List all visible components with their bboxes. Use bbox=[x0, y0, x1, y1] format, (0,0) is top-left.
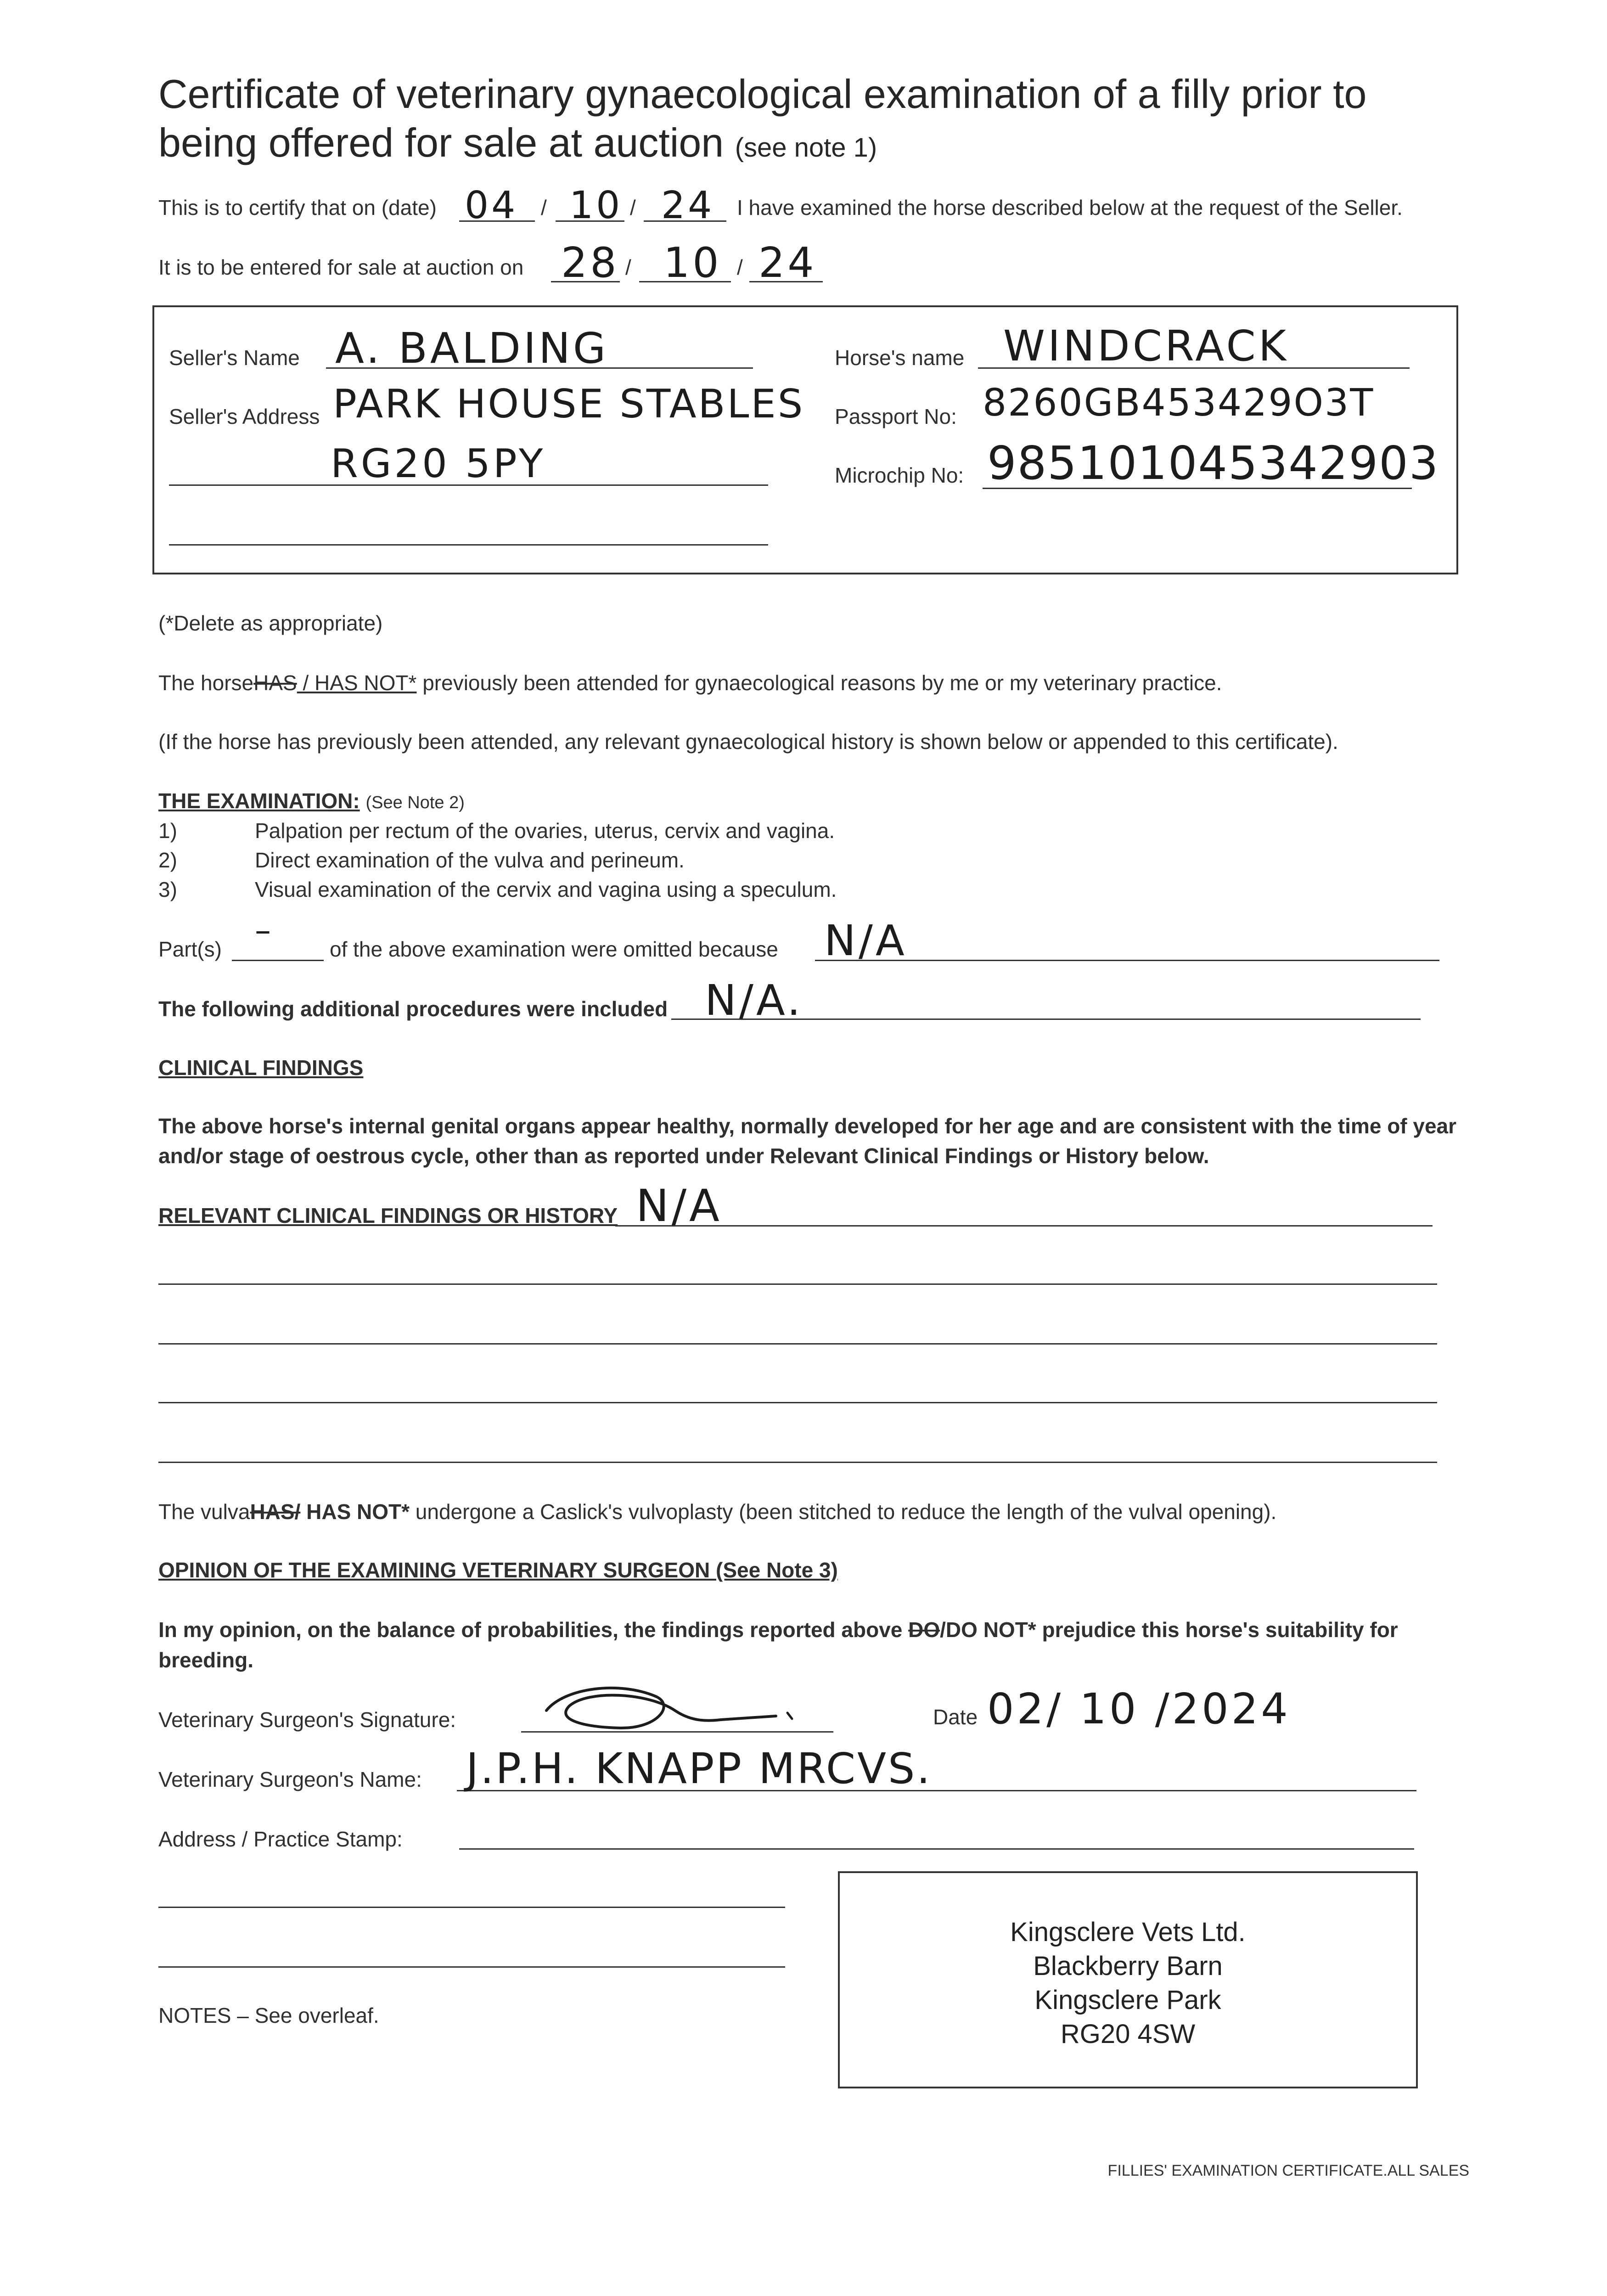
signature-label: Veterinary Surgeon's Signature: bbox=[158, 1708, 456, 1732]
stamp-line: Kingsclere Vets Ltd. bbox=[1010, 1917, 1246, 1947]
practice-stamp-text bbox=[840, 1915, 1416, 2051]
relevant-line bbox=[615, 1225, 1433, 1227]
attended-kept: / HAS NOT* bbox=[297, 671, 417, 695]
address-line bbox=[158, 1966, 785, 1968]
signature-mark bbox=[537, 1678, 822, 1743]
certify-suffix: I have examined the horse described below at the request of the Seller. bbox=[737, 196, 1403, 219]
seller-address-line3-rule bbox=[169, 544, 768, 546]
parts-reason-line bbox=[815, 960, 1439, 961]
parts-reason: N/A bbox=[824, 916, 907, 965]
relevant-extra-line bbox=[158, 1462, 1437, 1463]
clinical-heading: CLINICAL FINDINGS bbox=[158, 1056, 364, 1080]
certify-day: 04 bbox=[465, 184, 518, 227]
address-line bbox=[158, 1907, 785, 1908]
opinion-statement-2: breeding. bbox=[158, 1648, 254, 1672]
seller-name-value: A. BALDING bbox=[335, 324, 609, 373]
date-slash: / bbox=[541, 196, 547, 219]
exam-item-num: 3) bbox=[158, 878, 177, 901]
opinion-statement-1: In my opinion, on the balance of probabilities, the findings reported above DO/DO NOT* prejudice this horse's suitability for bbox=[158, 1618, 1398, 1642]
exam-item-num: 1) bbox=[158, 819, 177, 843]
horse-name-value: WINDCRACK bbox=[1003, 321, 1289, 371]
date-slash: / bbox=[625, 255, 631, 279]
additional-value: N/A. bbox=[705, 976, 804, 1025]
opinion-heading: OPINION OF THE EXAMINING VETERINARY SURGEON (See Note 3) bbox=[158, 1558, 838, 1582]
relevant-extra-line bbox=[158, 1343, 1437, 1345]
title-note: (see note 1) bbox=[735, 133, 877, 163]
parts-prefix: Part(s) bbox=[158, 937, 222, 961]
title-line-1: Certificate of veterinary gynaecological examination of a filly prior to bbox=[158, 71, 1367, 117]
seller-address-line1: PARK HOUSE STABLES bbox=[333, 381, 805, 427]
certificate-title bbox=[158, 70, 1367, 172]
exam-item-text: Direct examination of the vulva and perineum. bbox=[255, 848, 685, 872]
notes-overleaf: NOTES – See overleaf. bbox=[158, 2003, 379, 2027]
examination-heading-note: (See Note 2) bbox=[365, 793, 465, 812]
auction-year: 24 bbox=[759, 239, 817, 287]
seller-address-label: Seller's Address bbox=[169, 405, 320, 428]
auction-day: 28 bbox=[561, 239, 619, 287]
relevant-label: RELEVANT CLINICAL FINDINGS OR HISTORY bbox=[158, 1204, 618, 1227]
history-note: (If the horse has previously been attended, any relevant gynaecological history is shown below or appended to this certificate). bbox=[158, 730, 1338, 754]
microchip-label: Microchip No: bbox=[835, 463, 964, 487]
parts-suffix: of the above examination were omitted because bbox=[330, 937, 778, 961]
exam-item-text: Palpation per rectum of the ovaries, uterus, cervix and vagina. bbox=[255, 819, 835, 843]
footer-label: FILLIES' EXAMINATION CERTIFICATE.ALL SALES bbox=[1107, 2162, 1469, 2179]
stamp-line: Blackberry Barn bbox=[1033, 1951, 1223, 1981]
vulva-struck: HAS/ bbox=[250, 1500, 301, 1524]
clinical-statement-2: and/or stage of oestrous cycle, other than as reported under Relevant Clinical Findings or History below. bbox=[158, 1144, 1209, 1168]
date-slash: / bbox=[737, 255, 743, 279]
title-line-2: being offered for sale at auction (see note 1) bbox=[158, 120, 877, 165]
stamp-line: Kingsclere Park bbox=[1034, 1985, 1221, 2015]
passport-value: 8260GB453429O3T bbox=[983, 381, 1375, 425]
surgeon-name-value: J.P.H. KNAPP MRCVS. bbox=[466, 1744, 932, 1793]
certify-year: 24 bbox=[661, 184, 715, 227]
clinical-statement-1: The above horse's internal genital organs appear healthy, normally developed for her age and are consistent with the time of year bbox=[158, 1114, 1457, 1138]
opinion-struck: DO bbox=[908, 1618, 940, 1642]
date-slash: / bbox=[630, 196, 636, 219]
passport-label: Passport No: bbox=[835, 405, 957, 428]
horse-name-label: Horse's name bbox=[835, 346, 965, 370]
date-label: Date bbox=[933, 1705, 978, 1729]
relevant-extra-line bbox=[158, 1283, 1437, 1285]
relevant-value: N/A bbox=[636, 1180, 722, 1232]
vulva-kept: HAS NOT* bbox=[300, 1500, 410, 1524]
delete-note: (*Delete as appropriate) bbox=[158, 611, 383, 635]
additional-label: The following additional procedures were included bbox=[158, 997, 668, 1021]
auction-month: 10 bbox=[663, 239, 722, 287]
parts-value: – bbox=[255, 912, 274, 949]
vulva-statement: The vulvaHAS/ HAS NOT* undergone a Caslick's vulvoplasty (been stitched to reduce the length of the vulval opening). bbox=[158, 1500, 1277, 1524]
examination-heading: THE EXAMINATION: (See Note 2) bbox=[158, 789, 465, 813]
relevant-extra-line bbox=[158, 1402, 1437, 1403]
parts-line bbox=[232, 960, 324, 961]
seller-name-label: Seller's Name bbox=[169, 346, 300, 370]
surgeon-name-label: Veterinary Surgeon's Name: bbox=[158, 1767, 422, 1791]
practice-stamp bbox=[838, 1871, 1418, 2088]
seller-address-line2: RG20 5PY bbox=[331, 441, 546, 487]
attended-struck: HAS bbox=[253, 671, 297, 695]
auction-prefix: It is to be entered for sale at auction on bbox=[158, 255, 524, 279]
opinion-kept: /DO NOT* bbox=[940, 1618, 1036, 1642]
exam-item-text: Visual examination of the cervix and vagina using a speculum. bbox=[255, 878, 837, 901]
stamp-line: RG20 4SW bbox=[1060, 2019, 1196, 2049]
certify-month: 10 bbox=[569, 184, 623, 227]
address-line bbox=[459, 1848, 1414, 1850]
date-value: 02/ 10 /2024 bbox=[987, 1684, 1291, 1733]
microchip-value: 985101045342903 bbox=[987, 436, 1439, 490]
certify-prefix: This is to certify that on (date) bbox=[158, 196, 437, 219]
attended-statement: The horseHAS / HAS NOT* previously been attended for gynaecological reasons by me or my veterinary practice. bbox=[158, 671, 1222, 695]
address-stamp-label: Address / Practice Stamp: bbox=[158, 1827, 403, 1851]
exam-item-num: 2) bbox=[158, 848, 177, 872]
